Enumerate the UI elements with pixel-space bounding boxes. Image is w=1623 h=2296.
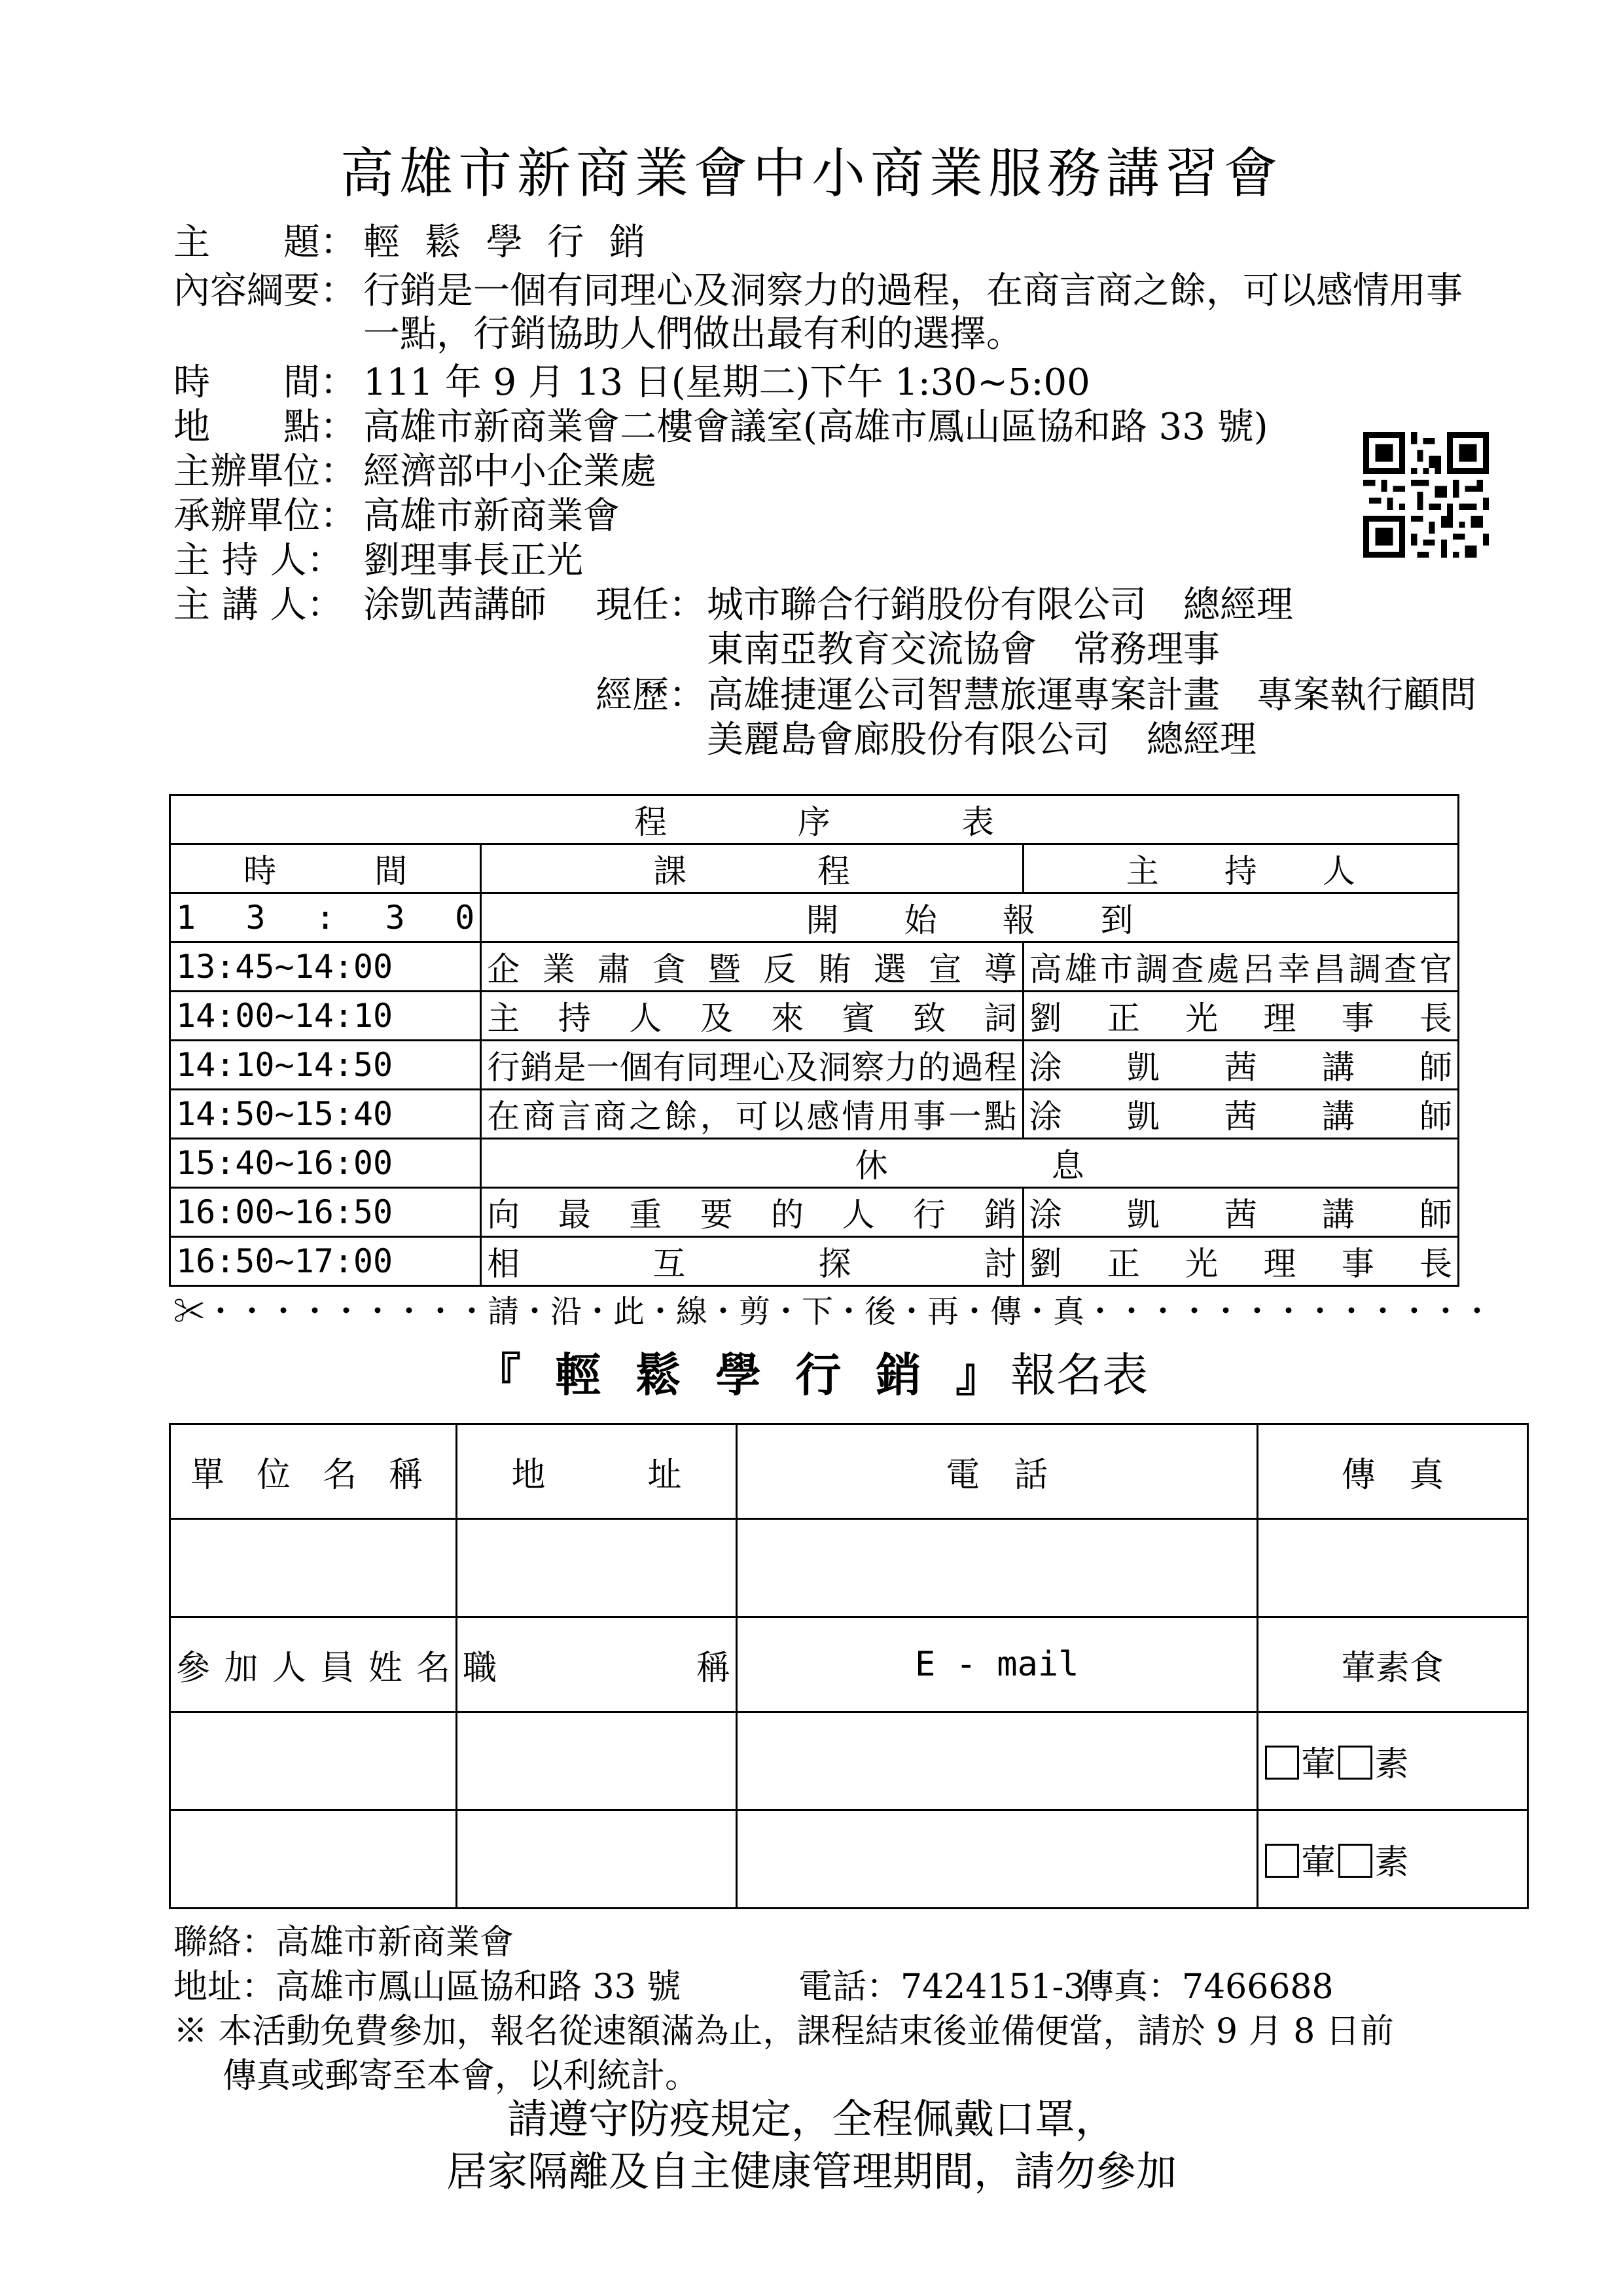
- unit-name-input[interactable]: [170, 1519, 457, 1617]
- job-title-input[interactable]: [457, 1810, 737, 1909]
- address-text: 地址：高雄市鳳山區協和路 33 號: [173, 1967, 681, 2007]
- unit-name-header: 單位名稱: [170, 1424, 457, 1519]
- job-title-input[interactable]: [457, 1712, 737, 1810]
- schedule-header-time: 時 間: [170, 844, 481, 893]
- schedule-header-host: 主 持 人: [1023, 844, 1458, 893]
- schedule-row: [170, 992, 1459, 1041]
- organizer-value: 經濟部中小企業處: [363, 450, 656, 493]
- form-title: [0, 1338, 1623, 1405]
- attendee-name-input[interactable]: [170, 1712, 457, 1810]
- schedule-course: 企業肅貪暨反賄選宣導: [481, 942, 1023, 992]
- time-label: 時 間：: [173, 361, 357, 404]
- meat-option-label: 葷: [1301, 1745, 1336, 1784]
- vegetarian-checkbox[interactable]: [1338, 1746, 1372, 1780]
- host-value: 劉理事長正光: [363, 539, 583, 582]
- form-title-event: 『 輕 鬆 學 行 銷 』: [474, 1348, 1011, 1402]
- email-header: E - mail: [736, 1617, 1257, 1712]
- schedule-row: [170, 1237, 1459, 1286]
- place-label: 地 點：: [173, 406, 357, 448]
- note-line-1: ※ 本活動免費參加，報名從速額滿為止，課程結束後並備便當，請於 9 月 8 日前: [173, 2012, 1394, 2051]
- registration-form: [169, 1423, 1529, 1909]
- address-header: 地 址: [457, 1424, 737, 1519]
- coorganizer-value: 高雄市新商業會: [363, 495, 620, 537]
- time-value: 111 年 9 月 13 日(星期二)下午 1:30~5:00: [363, 361, 1090, 404]
- phone-header: 電 話: [736, 1424, 1257, 1519]
- topic-value: 輕 鬆 學 行 銷: [363, 221, 652, 264]
- organizer-label: 主辦單位：: [173, 450, 357, 493]
- schedule-host: 劉正光理事長: [1023, 1237, 1458, 1286]
- schedule-time: 15:40~16:00: [170, 1139, 481, 1188]
- host-label: 主 持 人：: [173, 539, 344, 582]
- diet-options: [1257, 1712, 1527, 1810]
- speaker-label: 主 講 人：: [173, 584, 344, 626]
- meat-checkbox[interactable]: [1265, 1746, 1299, 1780]
- meat-checkbox[interactable]: [1265, 1844, 1299, 1878]
- email-input[interactable]: [736, 1810, 1257, 1909]
- summary-label: 內容綱要：: [173, 270, 357, 312]
- current-1: 城市聯合行銷股份有限公司 總經理: [707, 584, 1293, 626]
- schedule-time: 14:50~15:40: [170, 1090, 481, 1139]
- coorganizer-label: 承辦單位：: [173, 495, 357, 537]
- schedule-time: 14:00~14:10: [170, 992, 481, 1041]
- experience-1: 高雄捷運公司智慧旅運專案計畫 專案執行顧問: [707, 674, 1476, 717]
- schedule-course: 行銷是一個有同理心及洞察力的過程: [481, 1041, 1023, 1090]
- notice-line-1: 請遵守防疫規定，全程佩戴口罩，: [507, 2095, 1116, 2143]
- phone-input[interactable]: [736, 1519, 1257, 1617]
- schedule-table: [169, 794, 1459, 1287]
- schedule-time: 13:45~14:00: [170, 942, 481, 992]
- schedule-course: 開 始 報 到: [481, 893, 1459, 942]
- address-input[interactable]: [457, 1519, 737, 1617]
- fax-text: 傳真：7466688: [1080, 1967, 1334, 2007]
- diet-options: [1257, 1810, 1527, 1909]
- schedule-course: 休 息: [481, 1139, 1459, 1188]
- form-title-suffix: 報名表: [1010, 1348, 1149, 1402]
- schedule-host: 劉正光理事長: [1023, 992, 1458, 1041]
- attendee-name-header: 參加人員姓名: [170, 1617, 457, 1712]
- speaker-value: 涂凱茜講師: [363, 584, 546, 626]
- job-title-header-b: 稱: [696, 1648, 730, 1688]
- topic-label: 主 題：: [173, 221, 357, 264]
- phone-text: 電話：7424151-3: [798, 1967, 1086, 2007]
- vegetarian-option-label: 素: [1374, 1843, 1409, 1882]
- vegetarian-checkbox[interactable]: [1338, 1844, 1372, 1878]
- meat-option-label: 葷: [1301, 1843, 1336, 1882]
- email-input[interactable]: [736, 1712, 1257, 1810]
- schedule-row: [170, 1090, 1459, 1139]
- schedule-row: [170, 893, 1459, 942]
- current-label: 現任：: [596, 584, 705, 626]
- schedule-course: 在商言商之餘，可以感情用事一點: [481, 1090, 1023, 1139]
- schedule-row: [170, 1188, 1459, 1237]
- schedule-time: 14:10~14:50: [170, 1041, 481, 1090]
- experience-label: 經歷：: [596, 674, 705, 717]
- experience-2: 美麗島會廊股份有限公司 總經理: [707, 719, 1257, 761]
- place-value: 高雄市新商業會二樓會議室(高雄市鳳山區協和路 33 號): [363, 406, 1268, 448]
- qr-code-image: [1363, 432, 1489, 558]
- summary-line-2: 一點，行銷協助人們做出最有利的選擇。: [363, 313, 1023, 355]
- schedule-row: [170, 942, 1459, 992]
- summary-line-1: 行銷是一個有同理心及洞察力的過程，在商言商之餘，可以感情用事: [363, 270, 1463, 312]
- schedule-time: 16:50~17:00: [170, 1237, 481, 1286]
- schedule-course: 相互探討: [481, 1237, 1023, 1286]
- schedule-time: 16:00~16:50: [170, 1188, 481, 1237]
- schedule-host: 高雄市調查處呂幸昌調查官: [1023, 942, 1458, 992]
- fax-header: 傳 真: [1257, 1424, 1527, 1519]
- schedule-host: 涂凱茜講師: [1023, 1188, 1458, 1237]
- schedule-title: 程 序 表: [170, 795, 1459, 844]
- schedule-host: 涂凱茜講師: [1023, 1090, 1458, 1139]
- note-line-2: 傳真或郵寄至本會，以利統計。: [223, 2056, 700, 2096]
- vegetarian-option-label: 素: [1374, 1745, 1409, 1784]
- schedule-course: 主持人及來賓致詞: [481, 992, 1023, 1041]
- contact-text: 聯絡：高雄市新商業會: [173, 1923, 514, 1962]
- notice-line-2: 居家隔離及自主健康管理期間，請勿參加: [446, 2147, 1177, 2195]
- page-title: 高雄市新商業會中小商業服務講習會: [340, 143, 1283, 205]
- fax-input[interactable]: [1257, 1519, 1527, 1617]
- current-2: 東南亞教育交流協會 常務理事: [707, 628, 1220, 671]
- attendee-name-input[interactable]: [170, 1810, 457, 1909]
- schedule-time: 1 3 : 3 0: [170, 893, 481, 942]
- diet-header: 葷素食: [1257, 1617, 1527, 1712]
- cut-line: ✂・・・・・・・・・請・沿・此・線・剪・下・後・再・傳・真・・・・・・・・・・・・・: [173, 1293, 1493, 1330]
- job-title-header: [457, 1617, 737, 1712]
- schedule-header-course: 課 程: [481, 844, 1023, 893]
- job-title-header-a: 職: [463, 1648, 497, 1688]
- schedule-host: 涂凱茜講師: [1023, 1041, 1458, 1090]
- schedule-row: [170, 1041, 1459, 1090]
- schedule-row: [170, 1139, 1459, 1188]
- schedule-course: 向最重要的人行銷: [481, 1188, 1023, 1237]
